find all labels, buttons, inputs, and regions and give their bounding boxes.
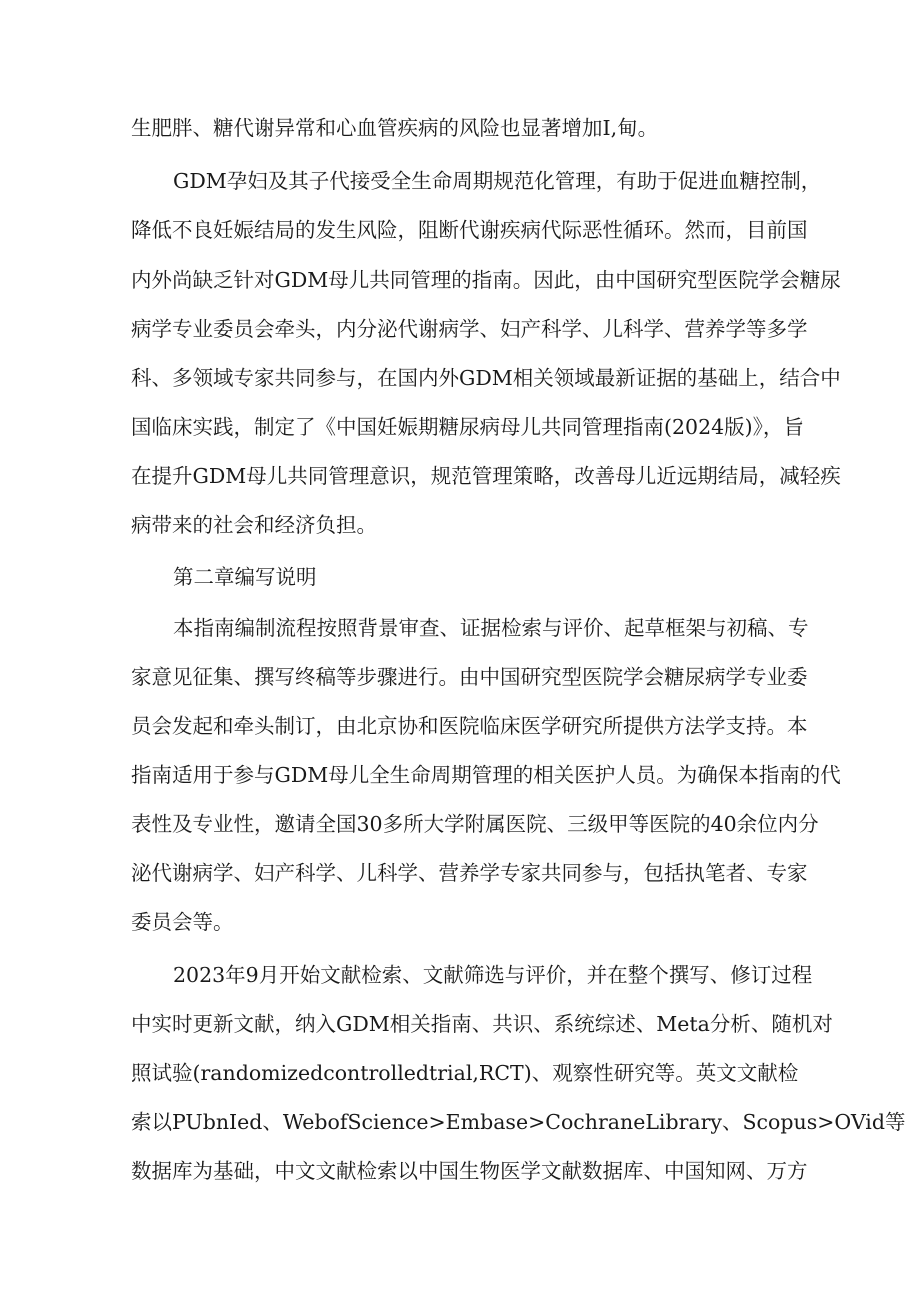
text-line-8: 在提升GDM母儿共同管理意识，规范管理策略，改善母儿近远期结局，减轻疾 <box>131 464 841 488</box>
text-line-20: 照试验(randomizedcontrolledtrial,RCT)、观察性研究等。英文文献检 <box>131 1061 799 1085</box>
text-line-9: 病带来的社会和经济负担。 <box>131 513 377 537</box>
section-heading: 第二章编写说明 <box>173 565 317 589</box>
text-line-17: 委员会等。 <box>131 910 234 934</box>
text-line-14: 指南适用于参与GDM母儿全生命周期管理的相关医护人员。为确保本指南的代 <box>131 763 841 787</box>
text-line-15: 表性及专业性，邀请全国30多所大学附属医院、三级甲等医院的40余位内分 <box>131 812 819 836</box>
text-line-6: 科、多领域专家共同参与，在国内外GDM相关领域最新证据的基础上，结合中 <box>131 366 841 390</box>
text-line-18: 2023年9月开始文献检索、文献筛选与评价，并在整个撰写、修订过程 <box>173 963 813 987</box>
text-line-16: 泌代谢病学、妇产科学、儿科学、营养学专家共同参与，包括执笔者、专家 <box>131 861 808 885</box>
text-line-4: 内外尚缺乏针对GDM母儿共同管理的指南。因此，由中国研究型医院学会糖尿 <box>131 268 841 292</box>
text-line-3: 降低不良妊娠结局的发生风险，阻断代谢疾病代际恶性循环。然而，目前国 <box>131 218 808 242</box>
text-line-1: 生肥胖、糖代谢异常和心血管疾病的风险也显著增加I,甸。 <box>131 116 659 140</box>
text-line-11: 本指南编制流程按照背景审查、证据检索与评价、起草框架与初稿、专 <box>173 616 809 640</box>
text-line-19: 中实时更新文献，纳入GDM相关指南、共识、系统综述、Meta分析、随机对 <box>131 1012 833 1036</box>
text-line-22: 数据库为基础，中文文献检索以中国生物医学文献数据库、中国知网、万方 <box>131 1159 808 1183</box>
text-line-2: GDM孕妇及其子代接受全生命周期规范化管理，有助于促进血糖控制， <box>173 169 822 193</box>
text-line-21: 索以PUbnIed、WebofScience>Embase>CochraneLibrary、Scopus>OVid等 <box>131 1110 906 1134</box>
text-line-13: 员会发起和牵头制订，由北京协和医院临床医学研究所提供方法学支持。本 <box>131 714 808 738</box>
text-line-5: 病学专业委员会牵头，内分泌代谢病学、妇产科学、儿科学、营养学等多学 <box>131 317 808 341</box>
text-line-7: 国临床实践，制定了《中国妊娠期糖尿病母儿共同管理指南(2024版)》，旨 <box>131 415 804 439</box>
text-line-12: 家意见征集、撰写终稿等步骤进行。由中国研究型医院学会糖尿病学专业委 <box>131 665 808 689</box>
